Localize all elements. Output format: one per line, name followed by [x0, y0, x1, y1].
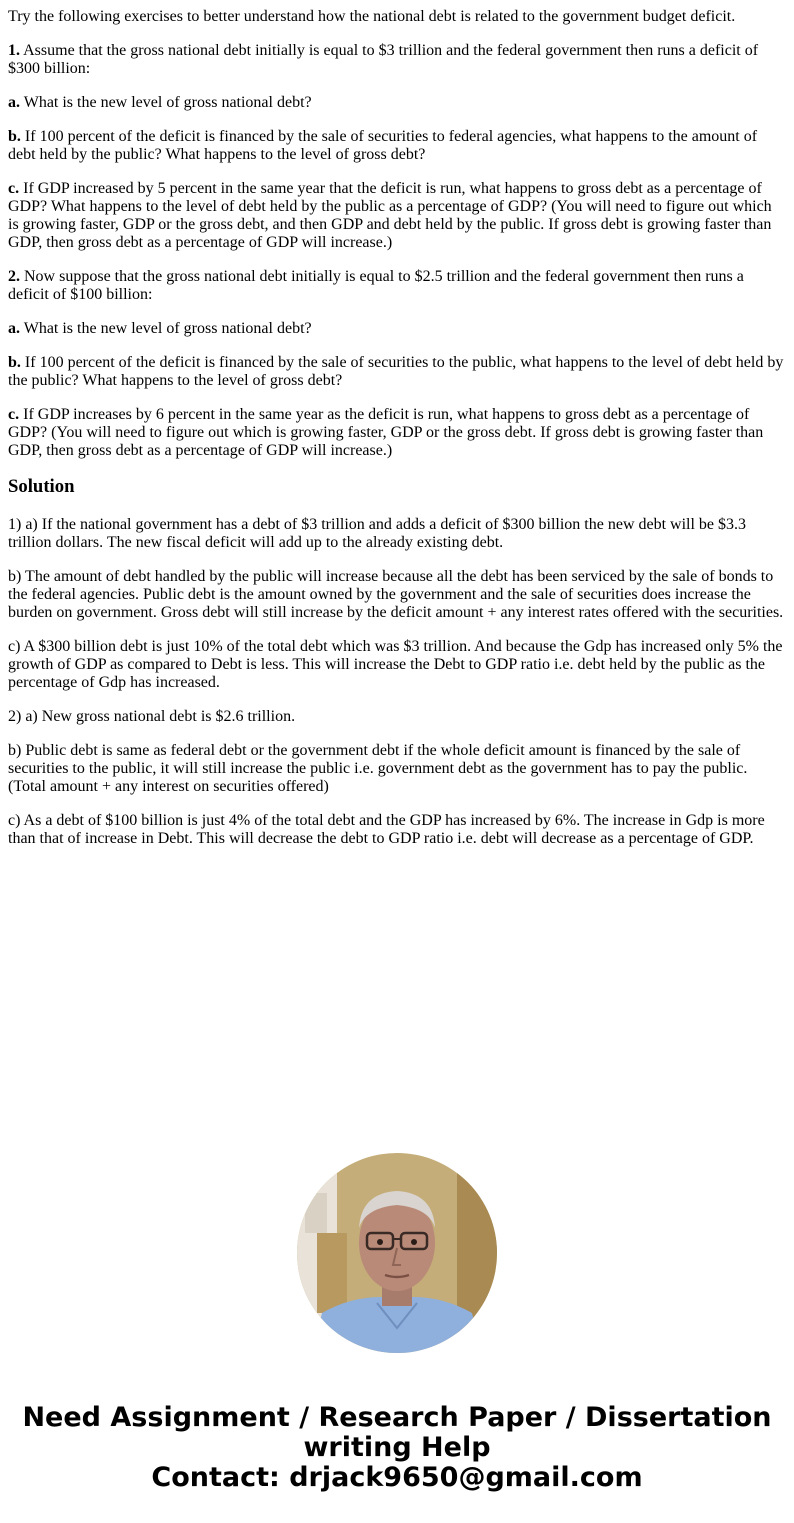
question-1a [8, 94, 786, 112]
solution-1a: 1) a) If the national government has a debt of $3 trillion and adds a deficit of $300 billion the new debt will be $3.3 trillion dollars. The new fiscal deficit will add up to the already existing debt. [8, 516, 747, 551]
question-1b-text: If 100 percent of the deficit is financed by the sale of securities to federal agencies, what happens to the amount of debt held by the public? What happens to the level of gross debt? [8, 128, 758, 163]
solution-1b: b) The amount of debt handled by the public will increase because all the debt has been serviced by the sale of bonds to the federal agencies. Public debt is the amount owned by the government and the sale of securities does increase the burden on government. Gross debt will still increase by the deficit amount + any interest rates offered with the securities. [8, 568, 784, 621]
solution-2c: c) As a debt of $100 billion is just 4% of the total debt and the GDP has increased by 6%. The increase in Gdp is more than that of increase in Debt. This will decrease the debt to GDP ratio i.e. debt will decrease as a percentage of GDP. [8, 812, 765, 847]
question-2b-label: b. [8, 354, 21, 371]
solution-heading: Solution [8, 476, 75, 497]
question-1b [8, 128, 786, 164]
question-1-number: 1. [8, 42, 20, 59]
question-2b-text: If 100 percent of the deficit is financed by the sale of securities to the public, what happens to the level of debt held by the public? What happens to the level of gross debt? [8, 354, 784, 389]
solution-2a: 2) a) New gross national debt is $2.6 trillion. [8, 708, 296, 725]
question-2-text: Now suppose that the gross national debt initially is equal to $2.5 trillion and the federal government then runs a deficit of $100 billion: [8, 268, 744, 303]
question-1a-text: What is the new level of gross national debt? [20, 94, 312, 111]
solution-1c: c) A $300 billion debt is just 10% of the total debt which was $3 trillion. And because the Gdp has increased only 5% the growth of GDP as compared to Debt is less. This will increase the Debt to GDP ratio i.e. debt held by the public as the percentage of Gdp has increased. [8, 638, 783, 691]
question-2 [8, 268, 786, 304]
author-avatar [297, 1153, 497, 1353]
solution-2b: b) Public debt is same as federal debt or the government debt if the whole deficit amount is financed by the sale of securities to the public, it will still increase the public i.e. government debt as the government has to pay the public. (Total amount + any interest on securities offered) [8, 742, 748, 795]
document-body [8, 8, 786, 864]
question-2-number: 2. [8, 268, 20, 285]
question-2b [8, 354, 786, 390]
question-2c-label: c. [8, 406, 20, 423]
question-1a-label: a. [8, 94, 20, 111]
question-2a-text: What is the new level of gross national debt? [20, 320, 312, 337]
question-1c [8, 180, 786, 252]
author-portrait-image [297, 1153, 497, 1353]
question-1c-text: If GDP increased by 5 percent in the same year that the deficit is run, what happens to gross debt as a percentage of GDP? What happens to the level of debt held by the public as a percentage of GDP? (You will need to figure out which is growing faster, GDP or the gross debt, and then GDP and debt held by the public. If gross debt is growing faster than GDP, then gross debt as a percentage of GDP will increase.) [8, 180, 772, 251]
question-2c-text: If GDP increases by 6 percent in the same year as the deficit is run, what happens to gross debt as a percentage of GDP? (You will need to figure out which is growing faster, GDP or the gross debt. If gross debt is growing faster than GDP, then gross debt as a percentage of GDP will increase.) [8, 406, 764, 459]
question-2c [8, 406, 786, 460]
intro-paragraph: Try the following exercises to better understand how the national debt is related to the government budget deficit. [8, 8, 736, 25]
question-2a-label: a. [8, 320, 20, 337]
question-1-text: Assume that the gross national debt initially is equal to $3 trillion and the federal government then runs a deficit of $300 billion: [8, 42, 759, 77]
footer-contact-line: Contact: drjack9650@gmail.com [151, 1462, 643, 1493]
question-1c-label: c. [8, 180, 20, 197]
footer-line-1: Need Assignment / Research Paper / Dissertation [22, 1402, 772, 1433]
footer-line-2: writing Help [303, 1432, 491, 1463]
question-1 [8, 42, 786, 78]
question-2a [8, 320, 786, 338]
contact-footer [0, 1403, 794, 1493]
question-1b-label: b. [8, 128, 21, 145]
